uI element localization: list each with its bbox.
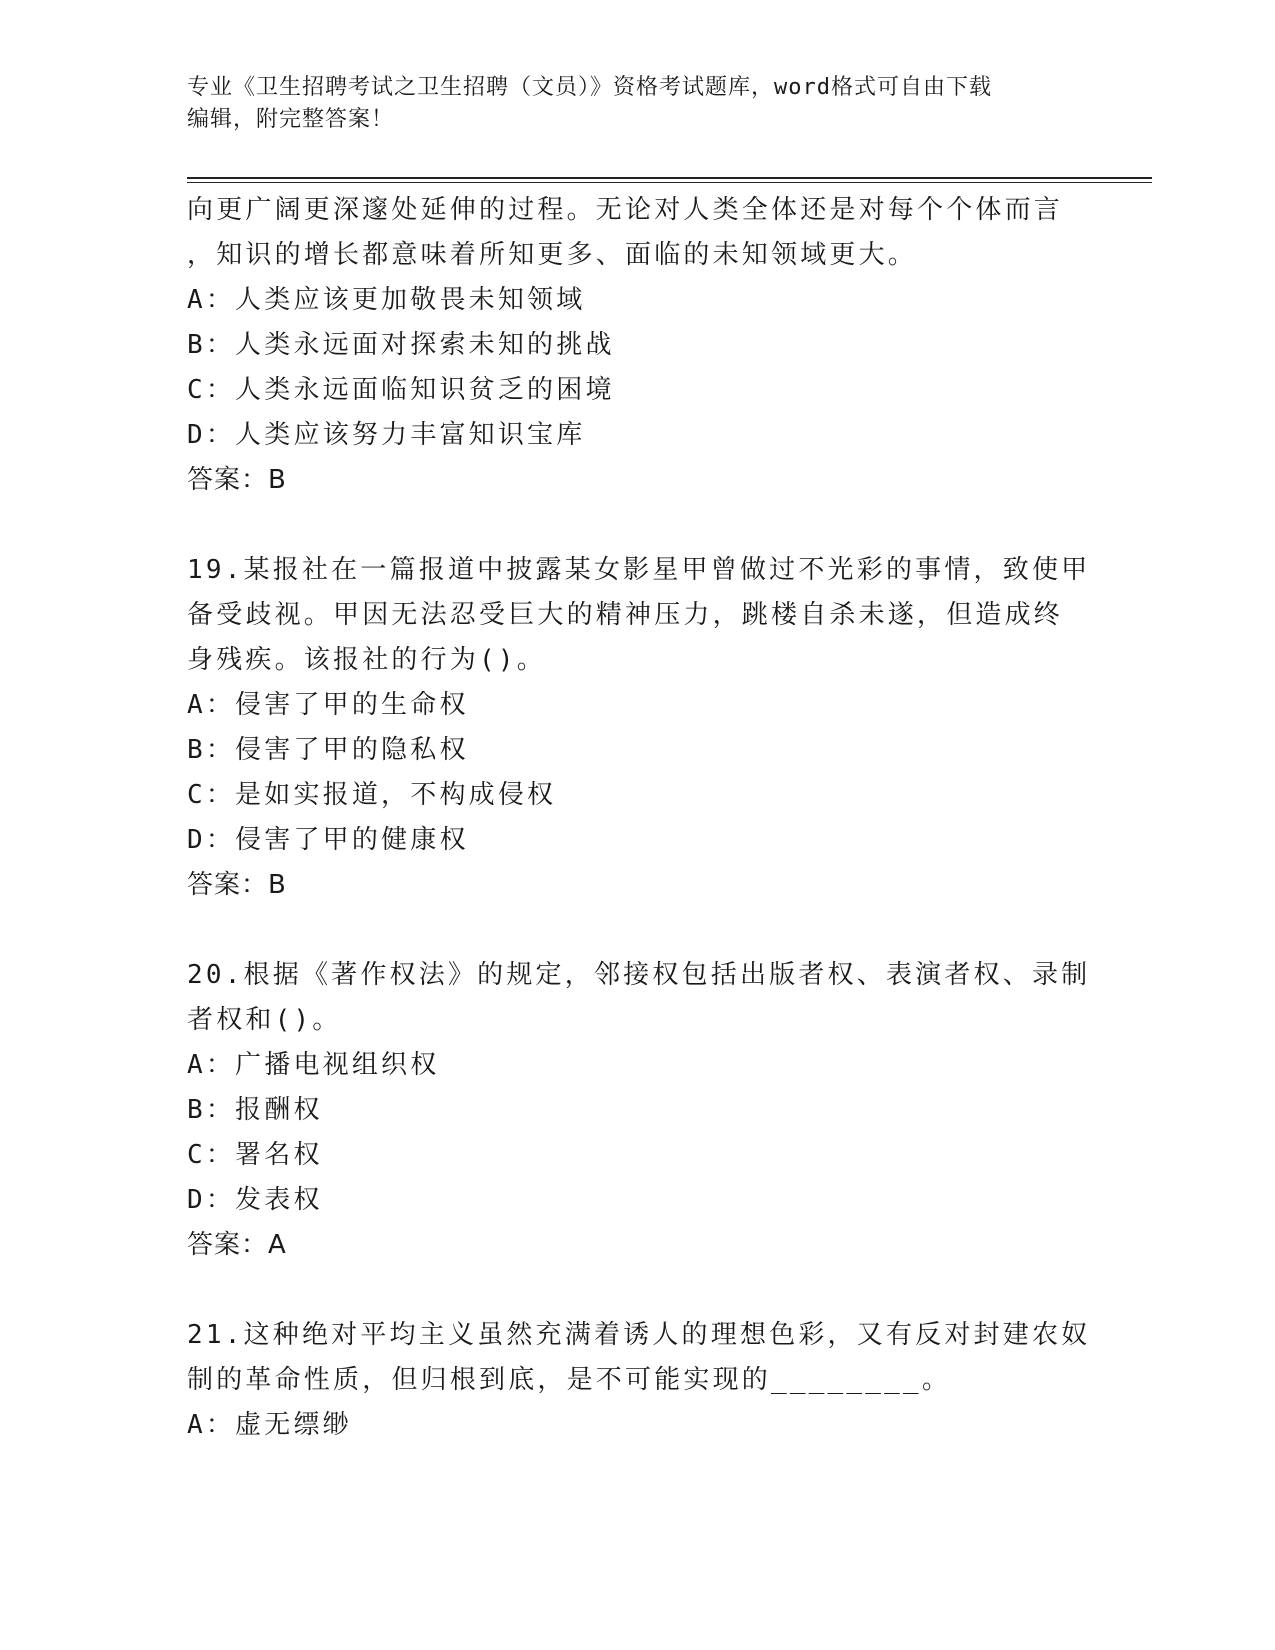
option-b: B：侵害了甲的隐私权 [187, 735, 469, 765]
question-body [187, 188, 1091, 1448]
question-block-continued [187, 188, 1087, 503]
question-text-line: 备受歧视。甲因无法忍受巨大的精神压力，跳楼自杀未遂，但造成终 [187, 600, 1064, 630]
option-d: D：人类应该努力丰富知识宝库 [187, 420, 586, 450]
answer-line: 答案：A [187, 1230, 287, 1260]
question-text-line: ，知识的增长都意味着所知更多、面临的未知领域更大。 [187, 240, 918, 270]
option-c: C：是如实报道，不构成侵权 [187, 780, 557, 810]
question-text-line: 19.某报社在一篇报道中披露某女影星甲曾做过不光彩的事情，致使甲 [187, 555, 1091, 585]
option-c: C：署名权 [187, 1140, 323, 1170]
header-line-2: 编辑，附完整答案！ [187, 107, 395, 132]
question-block-19 [187, 548, 1091, 908]
option-b: B：人类永远面对探索未知的挑战 [187, 330, 615, 360]
header-rule-thin [187, 182, 1152, 183]
question-text-line: 向更广阔更深邃处延伸的过程。无论对人类全体还是对每个个体而言 [187, 195, 1064, 225]
answer-line: 答案：B [187, 870, 287, 900]
option-a: A：广播电视组织权 [187, 1050, 440, 1080]
spacer [187, 908, 1087, 953]
option-d: D：发表权 [187, 1185, 323, 1215]
question-block-21 [187, 1313, 1091, 1448]
question-text-line: 制的革命性质，但归根到底，是不可能实现的________。 [187, 1365, 952, 1395]
option-b: B：报酬权 [187, 1095, 323, 1125]
option-a: A：人类应该更加敬畏未知领域 [187, 285, 586, 315]
question-text-line: 者权和()。 [187, 1005, 342, 1035]
header-line-1: 专业《卫生招聘考试之卫生招聘（文员）》资格考试题库，word格式可自由下载 [187, 75, 992, 100]
option-d: D：侵害了甲的健康权 [187, 825, 469, 855]
option-c: C：人类永远面临知识贫乏的困境 [187, 375, 615, 405]
option-a: A：侵害了甲的生命权 [187, 690, 469, 720]
answer-line: 答案：B [187, 465, 287, 495]
spacer [187, 503, 1087, 548]
page-header [187, 72, 1067, 136]
spacer [187, 1268, 1087, 1313]
question-block-20 [187, 953, 1091, 1268]
option-a: A：虚无缥缈 [187, 1410, 352, 1440]
question-text-line: 20.根据《著作权法》的规定，邻接权包括出版者权、表演者权、录制 [187, 960, 1091, 990]
question-text-line: 身残疾。该报社的行为()。 [187, 645, 546, 675]
header-rule-thick [187, 177, 1152, 179]
question-text-line: 21.这种绝对平均主义虽然充满着诱人的理想色彩，又有反对封建农奴 [187, 1320, 1091, 1350]
